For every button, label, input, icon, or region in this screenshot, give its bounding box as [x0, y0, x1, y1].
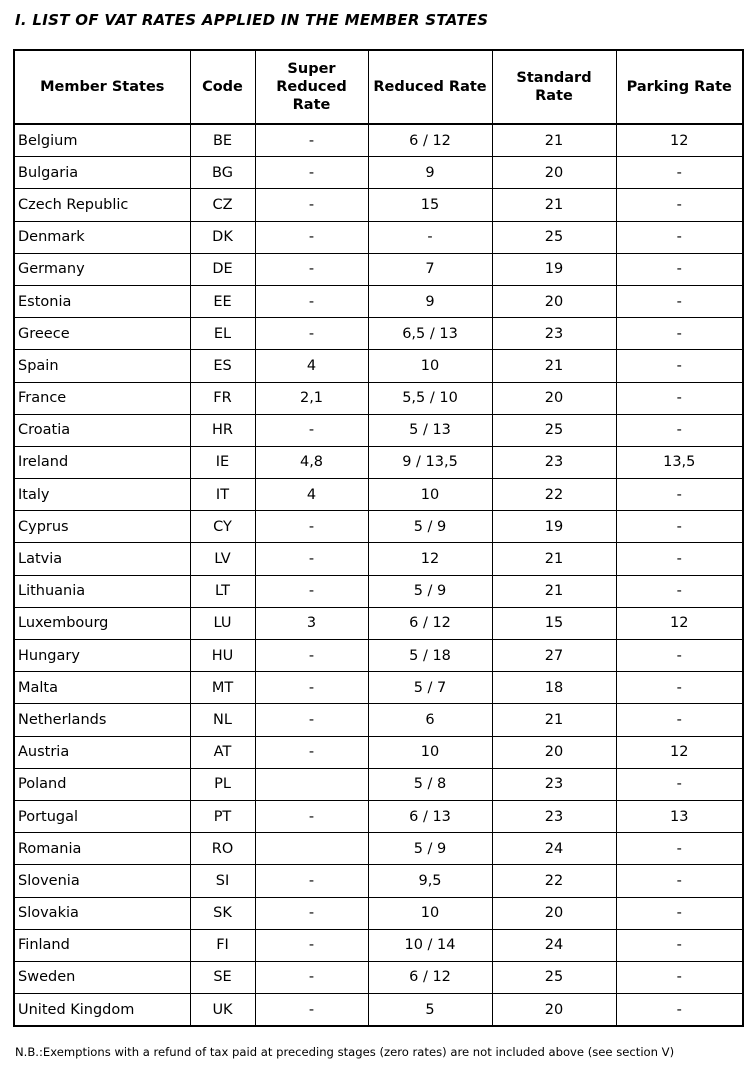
- cell-reduced-rate: 5,5 / 10: [368, 382, 492, 414]
- cell-member-state: Greece: [14, 318, 190, 350]
- cell-code: PT: [190, 800, 255, 832]
- cell-code: BG: [190, 157, 255, 189]
- cell-parking-rate: -: [616, 318, 743, 350]
- cell-parking-rate: -: [616, 640, 743, 672]
- cell-parking-rate: -: [616, 285, 743, 317]
- table-row: [14, 382, 743, 414]
- table-row: [14, 704, 743, 736]
- cell-parking-rate: -: [616, 833, 743, 865]
- table-row: [14, 672, 743, 704]
- table-row: [14, 318, 743, 350]
- cell-parking-rate: 12: [616, 736, 743, 768]
- cell-member-state: Spain: [14, 350, 190, 382]
- cell-reduced-rate: 6: [368, 704, 492, 736]
- cell-standard-rate: 24: [492, 833, 616, 865]
- cell-super-reduced-rate: -: [255, 704, 368, 736]
- cell-member-state: Estonia: [14, 285, 190, 317]
- header-standard-line-1: Standard: [516, 70, 592, 86]
- cell-standard-rate: 23: [492, 768, 616, 800]
- cell-parking-rate: -: [616, 479, 743, 511]
- cell-super-reduced-rate: 3: [255, 607, 368, 639]
- table-row: [14, 607, 743, 639]
- cell-code: FI: [190, 929, 255, 961]
- table-row: [14, 221, 743, 253]
- cell-super-reduced-rate: 4: [255, 350, 368, 382]
- table-row: [14, 446, 743, 478]
- cell-standard-rate: 20: [492, 382, 616, 414]
- cell-reduced-rate: 5 / 9: [368, 833, 492, 865]
- cell-member-state: Slovakia: [14, 897, 190, 929]
- cell-super-reduced-rate: -: [255, 640, 368, 672]
- cell-member-state: Austria: [14, 736, 190, 768]
- cell-reduced-rate: 10: [368, 736, 492, 768]
- footnote: N.B.:Exemptions with a refund of tax paid at preceding stages (zero rates) are not included above (see section V): [15, 1045, 675, 1059]
- cell-parking-rate: -: [616, 929, 743, 961]
- cell-member-state: Belgium: [14, 124, 190, 157]
- table-row: [14, 189, 743, 221]
- cell-code: SE: [190, 961, 255, 993]
- cell-standard-rate: 27: [492, 640, 616, 672]
- cell-code: RO: [190, 833, 255, 865]
- header-parking-rate: Parking Rate: [616, 50, 743, 124]
- cell-standard-rate: 21: [492, 704, 616, 736]
- cell-super-reduced-rate: -: [255, 543, 368, 575]
- cell-standard-rate: 19: [492, 253, 616, 285]
- cell-super-reduced-rate: -: [255, 511, 368, 543]
- cell-code: HR: [190, 414, 255, 446]
- cell-parking-rate: -: [616, 672, 743, 704]
- cell-standard-rate: 21: [492, 350, 616, 382]
- cell-parking-rate: -: [616, 575, 743, 607]
- cell-code: DK: [190, 221, 255, 253]
- cell-reduced-rate: 5 / 9: [368, 511, 492, 543]
- cell-super-reduced-rate: -: [255, 865, 368, 897]
- cell-reduced-rate: 15: [368, 189, 492, 221]
- cell-parking-rate: -: [616, 768, 743, 800]
- cell-member-state: United Kingdom: [14, 994, 190, 1027]
- cell-code: FR: [190, 382, 255, 414]
- cell-member-state: Finland: [14, 929, 190, 961]
- cell-standard-rate: 22: [492, 479, 616, 511]
- cell-member-state: Portugal: [14, 800, 190, 832]
- cell-member-state: Malta: [14, 672, 190, 704]
- table-row: [14, 865, 743, 897]
- cell-parking-rate: -: [616, 253, 743, 285]
- cell-code: IT: [190, 479, 255, 511]
- cell-standard-rate: 20: [492, 994, 616, 1027]
- cell-super-reduced-rate: -: [255, 285, 368, 317]
- cell-code: UK: [190, 994, 255, 1027]
- cell-parking-rate: -: [616, 189, 743, 221]
- cell-code: ES: [190, 350, 255, 382]
- cell-standard-rate: 25: [492, 221, 616, 253]
- cell-member-state: Germany: [14, 253, 190, 285]
- cell-code: HU: [190, 640, 255, 672]
- cell-parking-rate: -: [616, 157, 743, 189]
- page-title: I. LIST OF VAT RATES APPLIED IN THE MEMBER STATES: [15, 11, 489, 29]
- table-row: [14, 350, 743, 382]
- cell-reduced-rate: 5 / 7: [368, 672, 492, 704]
- cell-standard-rate: 25: [492, 414, 616, 446]
- cell-parking-rate: -: [616, 350, 743, 382]
- cell-standard-rate: 18: [492, 672, 616, 704]
- cell-reduced-rate: 7: [368, 253, 492, 285]
- table-row: [14, 285, 743, 317]
- cell-code: EE: [190, 285, 255, 317]
- cell-super-reduced-rate: -: [255, 124, 368, 157]
- table-row: [14, 994, 743, 1027]
- cell-reduced-rate: 9,5: [368, 865, 492, 897]
- cell-super-reduced-rate: 2,1: [255, 382, 368, 414]
- cell-member-state: Denmark: [14, 221, 190, 253]
- cell-code: PL: [190, 768, 255, 800]
- cell-super-reduced-rate: -: [255, 672, 368, 704]
- cell-super-reduced-rate: -: [255, 897, 368, 929]
- header-standard-rate: [492, 50, 616, 124]
- header-super-reduced-line-1: Super: [287, 61, 336, 77]
- table-header-row: [14, 50, 743, 124]
- header-standard-line-2: Rate: [535, 88, 573, 104]
- cell-super-reduced-rate: -: [255, 929, 368, 961]
- table-row: [14, 640, 743, 672]
- cell-code: CY: [190, 511, 255, 543]
- cell-super-reduced-rate: 4,8: [255, 446, 368, 478]
- cell-reduced-rate: 10: [368, 897, 492, 929]
- cell-member-state: Sweden: [14, 961, 190, 993]
- cell-code: BE: [190, 124, 255, 157]
- cell-standard-rate: 19: [492, 511, 616, 543]
- cell-code: MT: [190, 672, 255, 704]
- cell-code: LV: [190, 543, 255, 575]
- cell-reduced-rate: 10: [368, 350, 492, 382]
- cell-standard-rate: 20: [492, 285, 616, 317]
- cell-standard-rate: 21: [492, 575, 616, 607]
- table-row: [14, 543, 743, 575]
- cell-reduced-rate: 6,5 / 13: [368, 318, 492, 350]
- cell-parking-rate: 12: [616, 124, 743, 157]
- cell-parking-rate: 13,5: [616, 446, 743, 478]
- cell-standard-rate: 23: [492, 318, 616, 350]
- cell-parking-rate: -: [616, 511, 743, 543]
- cell-member-state: France: [14, 382, 190, 414]
- cell-code: CZ: [190, 189, 255, 221]
- header-reduced-rate: Reduced Rate: [368, 50, 492, 124]
- cell-super-reduced-rate: -: [255, 221, 368, 253]
- cell-member-state: Italy: [14, 479, 190, 511]
- cell-reduced-rate: 5 / 8: [368, 768, 492, 800]
- cell-super-reduced-rate: -: [255, 157, 368, 189]
- table-row: [14, 253, 743, 285]
- cell-standard-rate: 23: [492, 800, 616, 832]
- cell-member-state: Poland: [14, 768, 190, 800]
- table-row: [14, 961, 743, 993]
- cell-super-reduced-rate: -: [255, 575, 368, 607]
- cell-parking-rate: -: [616, 704, 743, 736]
- cell-parking-rate: -: [616, 865, 743, 897]
- cell-code: LT: [190, 575, 255, 607]
- cell-standard-rate: 20: [492, 157, 616, 189]
- cell-code: IE: [190, 446, 255, 478]
- cell-super-reduced-rate: -: [255, 800, 368, 832]
- cell-reduced-rate: 9 / 13,5: [368, 446, 492, 478]
- cell-member-state: Latvia: [14, 543, 190, 575]
- cell-parking-rate: -: [616, 382, 743, 414]
- table-row: [14, 157, 743, 189]
- cell-member-state: Luxembourg: [14, 607, 190, 639]
- cell-reduced-rate: 9: [368, 157, 492, 189]
- cell-reduced-rate: 5: [368, 994, 492, 1027]
- cell-parking-rate: -: [616, 897, 743, 929]
- table-row: [14, 414, 743, 446]
- cell-reduced-rate: 6 / 12: [368, 124, 492, 157]
- table-row: [14, 897, 743, 929]
- cell-super-reduced-rate: 4: [255, 479, 368, 511]
- cell-super-reduced-rate: -: [255, 253, 368, 285]
- cell-member-state: Lithuania: [14, 575, 190, 607]
- cell-code: AT: [190, 736, 255, 768]
- cell-super-reduced-rate: -: [255, 961, 368, 993]
- cell-standard-rate: 15: [492, 607, 616, 639]
- header-member-states: Member States: [14, 50, 190, 124]
- cell-parking-rate: -: [616, 961, 743, 993]
- cell-standard-rate: 20: [492, 736, 616, 768]
- table-row: [14, 124, 743, 157]
- cell-code: DE: [190, 253, 255, 285]
- cell-code: EL: [190, 318, 255, 350]
- cell-reduced-rate: 12: [368, 543, 492, 575]
- header-super-reduced-rate: [255, 50, 368, 124]
- table-row: [14, 479, 743, 511]
- cell-standard-rate: 21: [492, 543, 616, 575]
- cell-reduced-rate: 6 / 13: [368, 800, 492, 832]
- cell-super-reduced-rate: -: [255, 994, 368, 1027]
- cell-parking-rate: 13: [616, 800, 743, 832]
- cell-reduced-rate: 10 / 14: [368, 929, 492, 961]
- cell-code: NL: [190, 704, 255, 736]
- cell-member-state: Czech Republic: [14, 189, 190, 221]
- cell-standard-rate: 20: [492, 897, 616, 929]
- table-row: [14, 575, 743, 607]
- vat-rates-table: [13, 49, 744, 1027]
- cell-parking-rate: -: [616, 221, 743, 253]
- cell-standard-rate: 21: [492, 124, 616, 157]
- header-super-reduced-line-2: Reduced: [276, 79, 347, 95]
- table-row: [14, 800, 743, 832]
- table-row: [14, 833, 743, 865]
- cell-parking-rate: 12: [616, 607, 743, 639]
- cell-super-reduced-rate: -: [255, 189, 368, 221]
- table-row: [14, 736, 743, 768]
- cell-reduced-rate: 10: [368, 479, 492, 511]
- cell-super-reduced-rate: [255, 768, 368, 800]
- header-super-reduced-line-3: Rate: [292, 97, 331, 113]
- cell-parking-rate: -: [616, 543, 743, 575]
- cell-reduced-rate: 5 / 18: [368, 640, 492, 672]
- cell-reduced-rate: 6 / 12: [368, 607, 492, 639]
- cell-parking-rate: -: [616, 414, 743, 446]
- cell-standard-rate: 22: [492, 865, 616, 897]
- cell-member-state: Romania: [14, 833, 190, 865]
- cell-member-state: Slovenia: [14, 865, 190, 897]
- cell-reduced-rate: 5 / 13: [368, 414, 492, 446]
- cell-reduced-rate: 6 / 12: [368, 961, 492, 993]
- cell-reduced-rate: -: [368, 221, 492, 253]
- cell-super-reduced-rate: -: [255, 736, 368, 768]
- cell-reduced-rate: 9: [368, 285, 492, 317]
- cell-standard-rate: 21: [492, 189, 616, 221]
- cell-code: SI: [190, 865, 255, 897]
- cell-member-state: Cyprus: [14, 511, 190, 543]
- cell-member-state: Ireland: [14, 446, 190, 478]
- cell-super-reduced-rate: -: [255, 318, 368, 350]
- cell-super-reduced-rate: -: [255, 414, 368, 446]
- cell-standard-rate: 24: [492, 929, 616, 961]
- cell-standard-rate: 23: [492, 446, 616, 478]
- table-row: [14, 768, 743, 800]
- table-row: [14, 929, 743, 961]
- cell-member-state: Bulgaria: [14, 157, 190, 189]
- cell-super-reduced-rate: [255, 833, 368, 865]
- header-code: Code: [190, 50, 255, 124]
- cell-code: LU: [190, 607, 255, 639]
- table-row: [14, 511, 743, 543]
- cell-member-state: Hungary: [14, 640, 190, 672]
- cell-reduced-rate: 5 / 9: [368, 575, 492, 607]
- cell-member-state: Netherlands: [14, 704, 190, 736]
- cell-standard-rate: 25: [492, 961, 616, 993]
- cell-code: SK: [190, 897, 255, 929]
- cell-member-state: Croatia: [14, 414, 190, 446]
- cell-parking-rate: -: [616, 994, 743, 1027]
